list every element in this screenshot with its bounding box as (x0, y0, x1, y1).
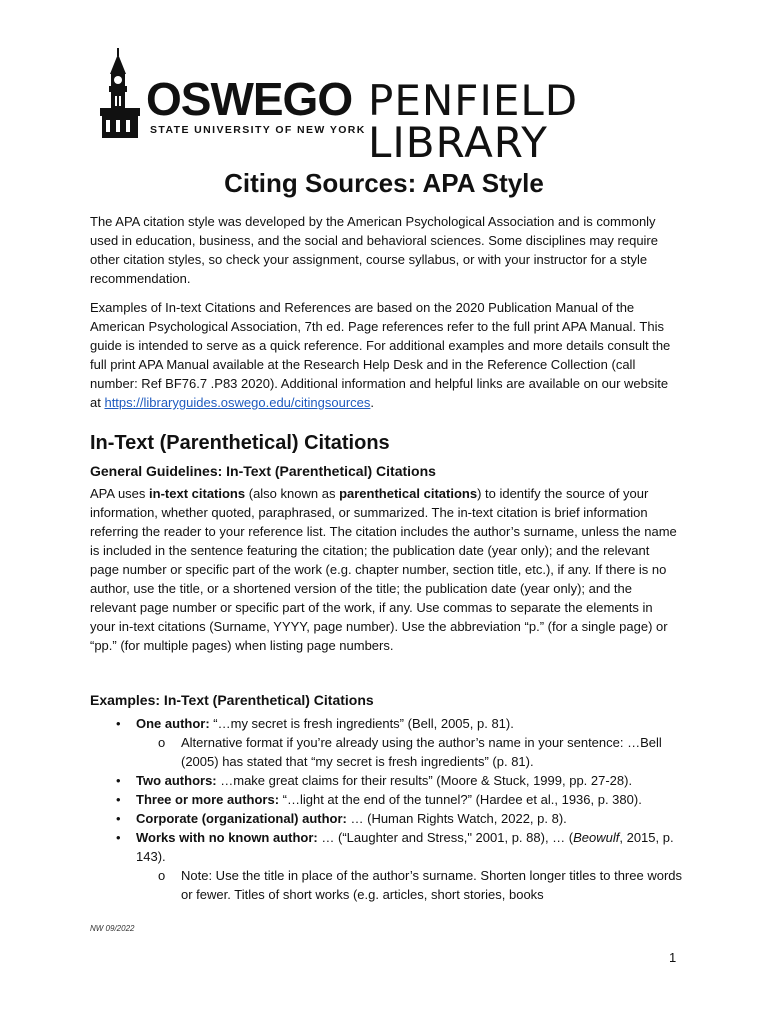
sub-item-alt-format (90, 733, 690, 771)
no-author-label: Works with no known author: (136, 830, 318, 845)
bullet-icon: • (116, 811, 121, 826)
no-author-text-1: … (“Laughter and Stress," 2001, p. 88), … ( (317, 830, 574, 845)
intro-paragraph-2 (90, 298, 680, 412)
list-item-no-author (90, 828, 690, 866)
examples-list (90, 714, 690, 904)
intro-paragraph-1 (90, 212, 680, 288)
three-authors-label: Three or more authors: (136, 792, 280, 807)
g-part-3: (also known as (248, 486, 336, 501)
footer-revision-code: NW 09/2022 (90, 924, 135, 933)
examples-heading: Examples: In-Text (Parenthetical) Citations (90, 692, 374, 708)
clock-tower-logo-icon (96, 48, 146, 140)
bullet-icon: • (116, 830, 121, 845)
library-header (96, 48, 676, 167)
page-title: Citing Sources: APA Style (224, 168, 544, 198)
citing-sources-link[interactable]: https://libraryguides.oswego.edu/citingsources (104, 395, 371, 410)
intro-paragraph-2-text: Examples of In-text Citations and References are based on the 2020 Publication Manual of the American Psychological Association, 7th ed. Page references refer to the full print APA Manual. This guide is intended to serve as a quick reference. For additional examples and more details consult the full print APA Manual available at the Research Help Desk and in the Reference Collection (call number: Ref BF76.7 .P83 2020). Additional information and helpful links are available on our website at (90, 300, 671, 410)
bullet-icon: • (116, 773, 121, 788)
intro-paragraph-1-text: The APA citation style was developed by the American Psychological Association and is commonly used in education, business, and the social and behavioral sciences. Some disciplines may require other citation styles, so check your assignment, course syllabus, or with your instructor for a style recommendation. (90, 214, 658, 286)
list-item-corporate (90, 809, 690, 828)
two-authors-label: Two authors: (136, 773, 217, 788)
sub-item-note (90, 866, 690, 904)
list-item-three-authors (90, 790, 690, 809)
two-authors-text: …make great claims for their results” (Moore & Stuck, 1999, pp. 27-28). (216, 773, 633, 788)
g-term-in-text: in-text citations (149, 486, 246, 501)
one-author-label: One author: (136, 716, 210, 731)
three-authors-text: “…light at the end of the tunnel?” (Hardee et al., 1936, p. 380). (279, 792, 642, 807)
guidelines-paragraph (90, 484, 680, 655)
section-heading-in-text: In-Text (Parenthetical) Citations (90, 432, 390, 454)
sub-bullet-icon: o (158, 868, 166, 883)
note-text: Note: Use the title in place of the author’s surname. Shorten longer titles to three words or fewer. Titles of short works (e.g. articles, short stories, books (181, 868, 683, 902)
suny-subtitle: STATE UNIVERSITY OF NEW YORK (150, 124, 366, 136)
list-item-two-authors (90, 771, 690, 790)
g-part-5: ) to identify the source of your information, whether quoted, paraphrased, or summarized. The in-text citation is brief information referring the reader to your reference list. The citation includes the author’s surname, unless the name is included in the sentence featuring the citation; the publication date (year only); and the relevant page number or specific part of the work (e.g. chapter number, section title, etc.), if any. If there is no author, use the title, or a shortened version of the title; the publication date (year only); and the relevant page number or specific part of the work, if any. Use commas to separate the elements in your in-text citations (Surname, YYYY, page number). Use the abbreviation “p.” (for a single page) or “pp.” (for multiple pages) when listing page numbers. (90, 486, 677, 653)
one-author-text: “…my secret is fresh ingredients” (Bell, 2005, p. 81). (209, 716, 514, 731)
list-item-one-author (90, 714, 690, 733)
sub-bullet-icon: o (158, 735, 166, 750)
corporate-text: … (Human Rights Watch, 2022, p. 8). (346, 811, 567, 826)
intro-paragraph-2-end: . (370, 395, 375, 410)
guidelines-heading: General Guidelines: In-Text (Parenthetical) Citations (90, 463, 436, 479)
penfield-library-wordmark: PENFIELD LIBRARY (368, 76, 579, 167)
g-part-1: APA uses (90, 486, 146, 501)
alt-format-text: Alternative format if you’re already using the author’s name in your sentence: …Bell (2005) has stated that “my secret is fresh ingredients” (p. 81). (181, 735, 662, 769)
no-author-italic-title: Beowulf (573, 830, 620, 845)
g-term-parenthetical: parenthetical citations (339, 486, 478, 501)
oswego-wordmark: OSWEGO (146, 73, 353, 125)
bullet-icon: • (116, 792, 121, 807)
bullet-icon: • (116, 716, 121, 731)
corporate-label: Corporate (organizational) author: (136, 811, 347, 826)
page-number: 1 (669, 950, 677, 965)
no-author-text-2: , 2015, p. 143). (136, 830, 674, 864)
